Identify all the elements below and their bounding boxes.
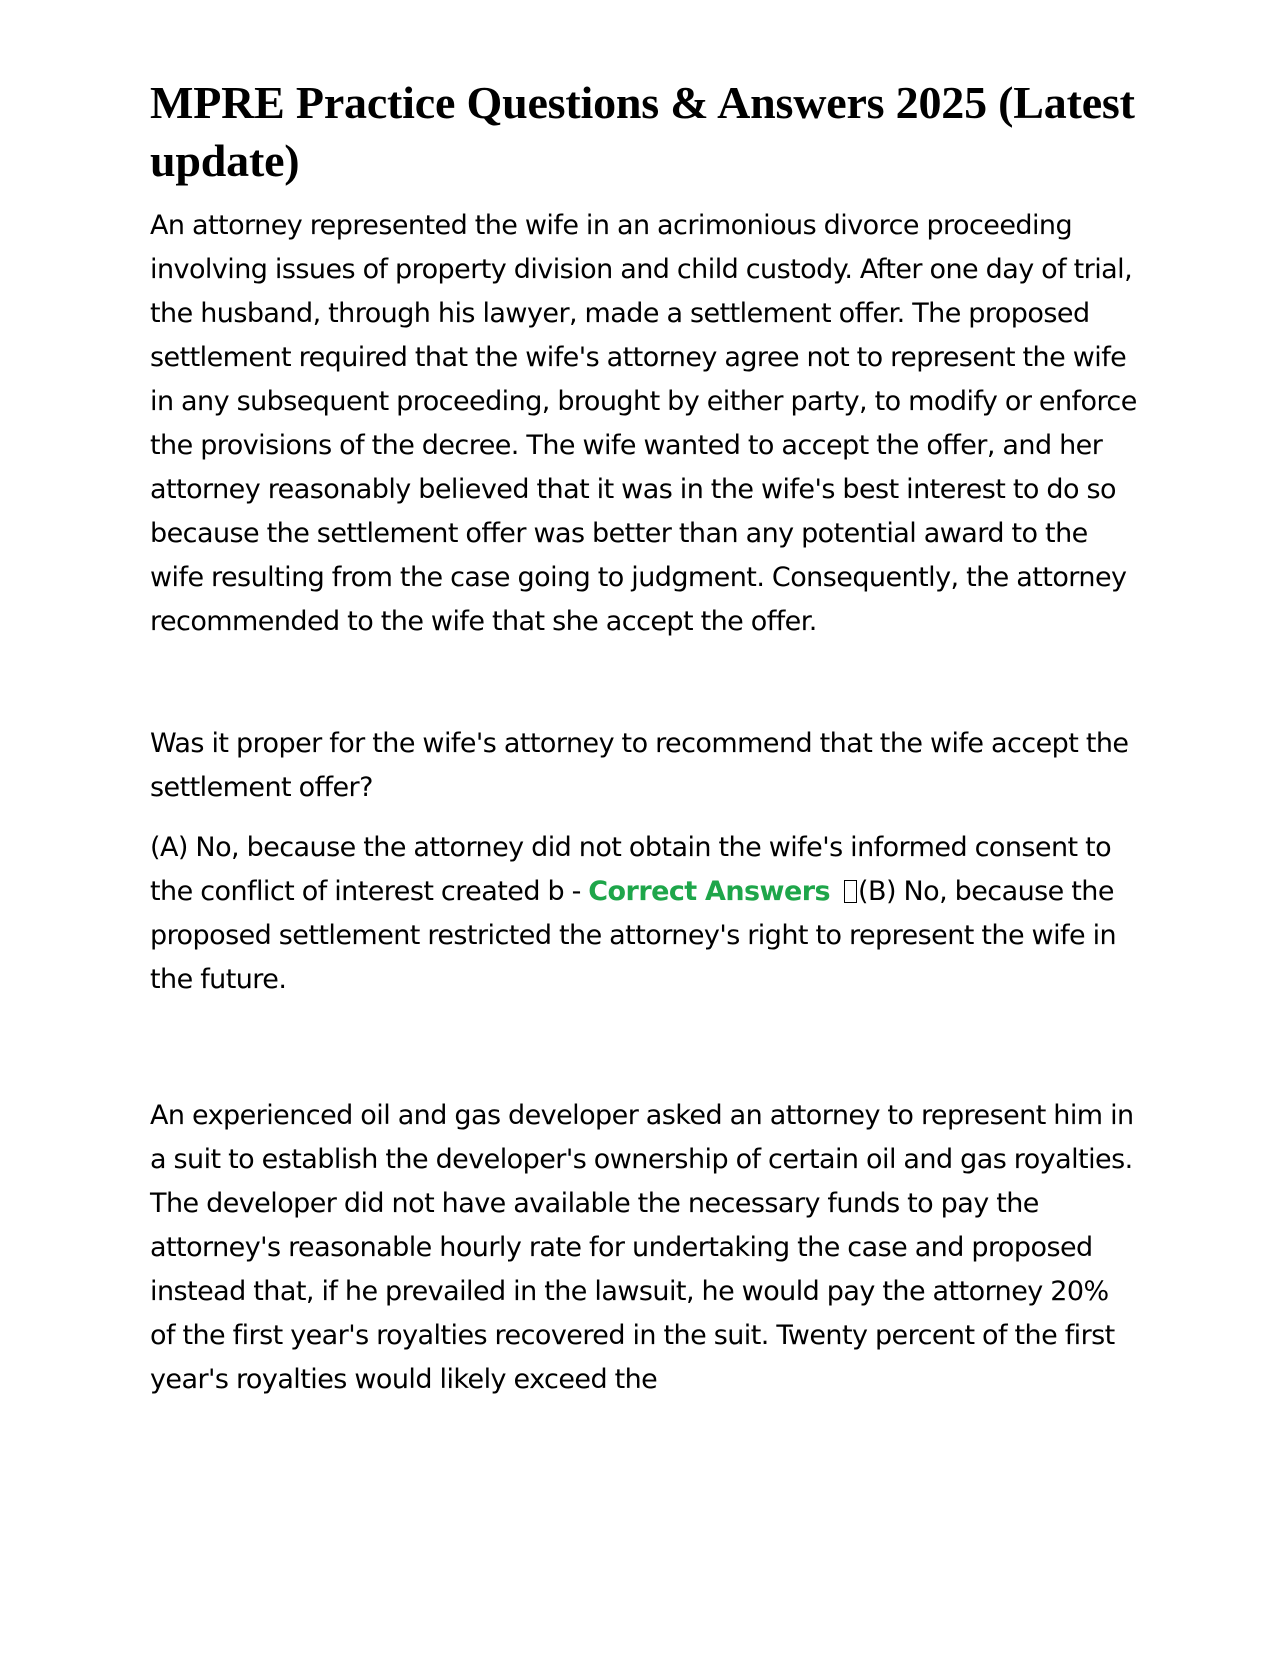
correct-answers-label: Correct Answers (588, 876, 830, 907)
question-1-scenario: An attorney represented the wife in an acrimonious divorce proceeding involving issues of property division and child custody. After one day of trial, the husband, through his lawyer, made a settlement offer. The proposed settlement required that the wife's attorney agree not to represent the wife in any subsequent proceeding, brought by either party, to modify or enforce the provisions of the decree. The wife wanted to accept the offer, and her attorney reasonably believed that it was in the wife's best interest to do so because the settlement offer was better than any potential award to the wife resulting from the case going to judgment. Consequently, the attorney recommended to the wife that she accept the offer. (150, 210, 1137, 637)
box-glyph-icon (844, 880, 857, 903)
document-page (150, 74, 1140, 1402)
question-1-correct-answer: (B) No, because the proposed settlement restricted the attorney's right to represent the wife in the future. (150, 876, 1117, 995)
question-1-options (150, 826, 1140, 1002)
question-2-scenario: An experienced oil and gas developer asked an attorney to represent him in a suit to establish the developer's ownership of certain oil and gas royalties. The developer did not have available the necessary funds to pay the attorney's reasonable hourly rate for undertaking the case and proposed instead that, if he prevailed in the lawsuit, he would pay the attorney 20% of the first year's royalties recovered in the suit. Twenty percent of the first year's royalties would likely exceed the (150, 1100, 1134, 1395)
document-title: MPRE Practice Questions & Answers 2025 (Latest update) (150, 77, 1135, 186)
spacer (150, 644, 1140, 722)
spacer (150, 1002, 1140, 1094)
question-1-option-a: (A) No, because the attorney did not obtain the wife's informed consent to the conflict of interest created b - (150, 832, 1112, 907)
question-1-prompt: Was it proper for the wife's attorney to recommend that the wife accept the settlement offer? (150, 728, 1129, 803)
spacer (150, 810, 1140, 826)
